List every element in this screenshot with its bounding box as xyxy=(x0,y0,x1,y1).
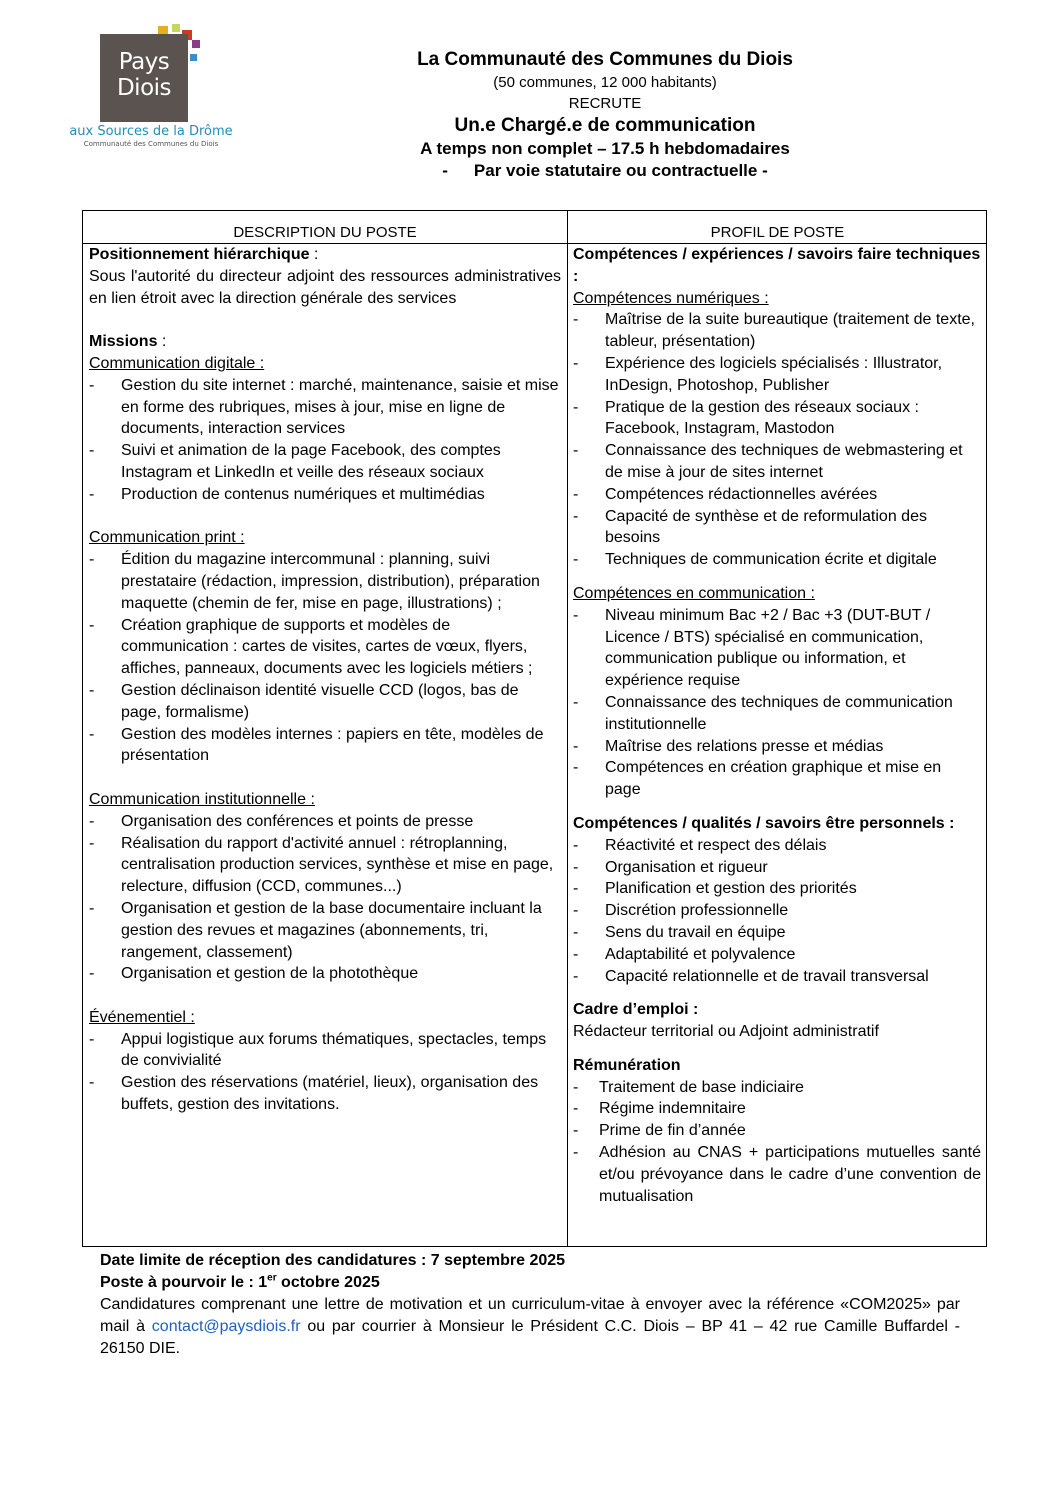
list-item: - Expérience des logiciels spécialisés : Illustrator, InDesign, Photoshop, Publisher xyxy=(573,353,981,397)
technical-skills-title: Compétences / expériences / savoirs faire techniques : xyxy=(573,246,981,285)
list-item: - Connaissance des techniques de communication institutionnelle xyxy=(573,692,981,736)
start-date-prefix: Poste à pourvoir le : 1 xyxy=(100,1274,268,1291)
list-item: - Connaissance des techniques de webmastering et de mise à jour de sites internet xyxy=(573,440,981,484)
population-line: (50 communes, 12 000 habitants) xyxy=(493,74,717,91)
list-item: - Organisation et gestion de la photothèque xyxy=(89,963,561,985)
remuneration-list xyxy=(573,1077,981,1208)
missions-title: Missions xyxy=(89,333,158,351)
position-colon: : xyxy=(309,246,319,263)
organization-title: La Communauté des Communes du Diois xyxy=(417,49,793,70)
instructions-address: ou par courrier à Monsieur le Président C.C. Diois – BP 41 – 42 rue Camille Buffardel - 26150 DIE. xyxy=(100,1318,960,1357)
list-item: - Adaptabilité et polyvalence xyxy=(573,944,981,966)
list-item: - Traitement de base indiciaire xyxy=(573,1077,981,1099)
personal-qualities-list xyxy=(573,835,981,988)
recruitment-mode-dash: - xyxy=(442,161,448,180)
list-item: - Organisation des conférences et points de presse xyxy=(89,811,561,833)
pays-diois-logo xyxy=(66,24,236,154)
start-date-line xyxy=(100,1272,960,1294)
list-item: - Sens du travail en équipe xyxy=(573,922,981,944)
list-item: - Techniques de communication écrite et digitale xyxy=(573,549,981,571)
list-item: - Organisation et rigueur xyxy=(573,857,981,879)
start-date-sup: er xyxy=(267,1272,277,1284)
logo-square-purple xyxy=(192,40,200,48)
print-comm-list xyxy=(89,549,561,767)
contact-email-link[interactable]: contact@paysdiois.fr xyxy=(151,1318,301,1335)
profile-column xyxy=(573,244,981,1207)
list-item: - Production de contenus numériques et multimédias xyxy=(89,484,561,506)
list-item: - Pratique de la gestion des réseaux sociaux : Facebook, Instagram, Mastodon xyxy=(573,397,981,441)
job-table xyxy=(82,210,987,1247)
digital-comm-title: Communication digitale : xyxy=(89,354,265,372)
list-item: - Régime indemnitaire xyxy=(573,1098,981,1120)
list-item: - Prime de fin d’année xyxy=(573,1120,981,1142)
list-item: - Maîtrise des relations presse et médias xyxy=(573,736,981,758)
list-item: - Discrétion professionnelle xyxy=(573,900,981,922)
application-instructions xyxy=(100,1294,960,1360)
logo-square-green xyxy=(172,24,180,32)
employment-frame-title: Cadre d’emploi : xyxy=(573,1001,699,1019)
position-text: Sous l'autorité du directeur adjoint des ressources administratives en lien étroit avec la direction générale des services xyxy=(89,267,561,307)
missions-heading xyxy=(89,331,561,353)
working-time: A temps non complet – 17.5 h hebdomadaires xyxy=(420,139,790,158)
position-heading xyxy=(89,244,561,266)
digital-comm-list xyxy=(89,375,561,506)
list-item: - Planification et gestion des priorités xyxy=(573,878,981,900)
list-item: - Gestion déclinaison identité visuelle CCD (logos, bas de page, formalisme) xyxy=(89,680,561,724)
list-item: - Niveau minimum Bac +2 / Bac +3 (DUT-BUT / Licence / BTS) spécialisé en communication, communication publique ou information, et expérience requise xyxy=(573,605,981,692)
personal-qualities-title: Compétences / qualités / savoirs être personnels : xyxy=(573,814,955,832)
remuneration-title: Rémunération xyxy=(573,1056,681,1074)
list-item: - Appui logistique aux forums thématiques, spectacles, temps de convivialité xyxy=(89,1029,561,1073)
description-header: DESCRIPTION DU POSTE xyxy=(233,224,417,241)
list-item: - Capacité de synthèse et de reformulation des besoins xyxy=(573,506,981,550)
institutional-comm-list xyxy=(89,811,561,985)
list-item: - Réalisation du rapport d'activité annuel : rétroplanning, centralisation production services, synthèse et mise en page, relecture, diffusion (CCD, communes...) xyxy=(89,833,561,898)
logo-tagline: aux Sources de la Drôme xyxy=(69,124,233,139)
print-comm-title: Communication print : xyxy=(89,529,245,547)
list-item: - Suivi et animation de la page Facebook, des comptes Instagram et LinkedIn et veille des réseaux sociaux xyxy=(89,440,561,484)
profile-header: PROFIL DE POSTE xyxy=(710,224,845,241)
page-header xyxy=(330,48,880,182)
institutional-comm-title: Communication institutionnelle : xyxy=(89,790,315,808)
logo-subtagline: Communauté des Communes du Diois xyxy=(83,140,219,148)
start-date-suffix: octobre 2025 xyxy=(276,1274,380,1291)
digital-skills-title: Compétences numériques : xyxy=(573,289,769,307)
instructions-text: Candidatures comprenant une lettre de motivation et un curriculum-vitae à envoyer avec la référence «COM2025» par mail à xyxy=(100,1296,960,1335)
list-item: - Réactivité et respect des délais xyxy=(573,835,981,857)
list-item: - Adhésion au CNAS + participations mutuelles santé et/ou prévoyance dans le cadre d’une convention de mutualisation xyxy=(573,1142,981,1207)
logo-box xyxy=(100,34,188,122)
recruitment-mode xyxy=(330,160,880,182)
list-item: - Maîtrise de la suite bureautique (traitement de texte, tableur, présentation) xyxy=(573,309,981,353)
list-item: - Gestion du site internet : marché, maintenance, saisie et mise en forme des rubriques, mises à jour, mise en ligne de documents, interaction services xyxy=(89,375,561,440)
job-title: Un.e Chargé.e de communication xyxy=(454,115,756,136)
list-item: - Capacité relationnelle et de travail transversal xyxy=(573,966,981,988)
recruits-line: RECRUTE xyxy=(568,95,642,112)
list-item: - Édition du magazine intercommunal : planning, suivi prestataire (rédaction, impression, distribution), préparation maquette (chemin de fer, mise en page, illustrations) ; xyxy=(89,549,561,614)
list-item: - Compétences en création graphique et mise en page xyxy=(573,757,981,801)
recruitment-mode-text: Par voie statutaire ou contractuelle - xyxy=(473,161,768,180)
description-column xyxy=(89,244,561,1116)
events-title: Événementiel : xyxy=(89,1008,195,1026)
logo-line-2: Diois xyxy=(116,75,172,101)
position-title: Positionnement hiérarchique xyxy=(89,246,310,263)
missions-colon: : xyxy=(157,333,167,351)
communication-skills-list xyxy=(573,605,981,801)
list-item: - Gestion des réservations (matériel, lieux), organisation des buffets, gestion des invitations. xyxy=(89,1072,561,1116)
list-item: - Compétences rédactionnelles avérées xyxy=(573,484,981,506)
employment-frame-text: Rédacteur territorial ou Adjoint administratif xyxy=(573,1023,879,1041)
application-footer xyxy=(100,1250,960,1360)
deadline-line: Date limite de réception des candidatures : 7 septembre 2025 xyxy=(100,1252,566,1269)
communication-skills-title: Compétences en communication : xyxy=(573,584,815,602)
digital-skills-list xyxy=(573,309,981,571)
events-list xyxy=(89,1029,561,1116)
list-item: - Gestion des modèles internes : papiers en tête, modèles de présentation xyxy=(89,724,561,768)
logo-square-blue xyxy=(190,54,197,61)
list-item: - Organisation et gestion de la base documentaire incluant la gestion des revues et magazines (abonnements, tri, rangement, classement) xyxy=(89,898,561,963)
column-divider xyxy=(567,211,568,1246)
logo-line-1: Pays xyxy=(118,49,170,75)
list-item: - Création graphique de supports et modèles de communication : cartes de visites, cartes de vœux, flyers, affiches, panneaux, documents avec les logiciels métiers ; xyxy=(89,615,561,680)
